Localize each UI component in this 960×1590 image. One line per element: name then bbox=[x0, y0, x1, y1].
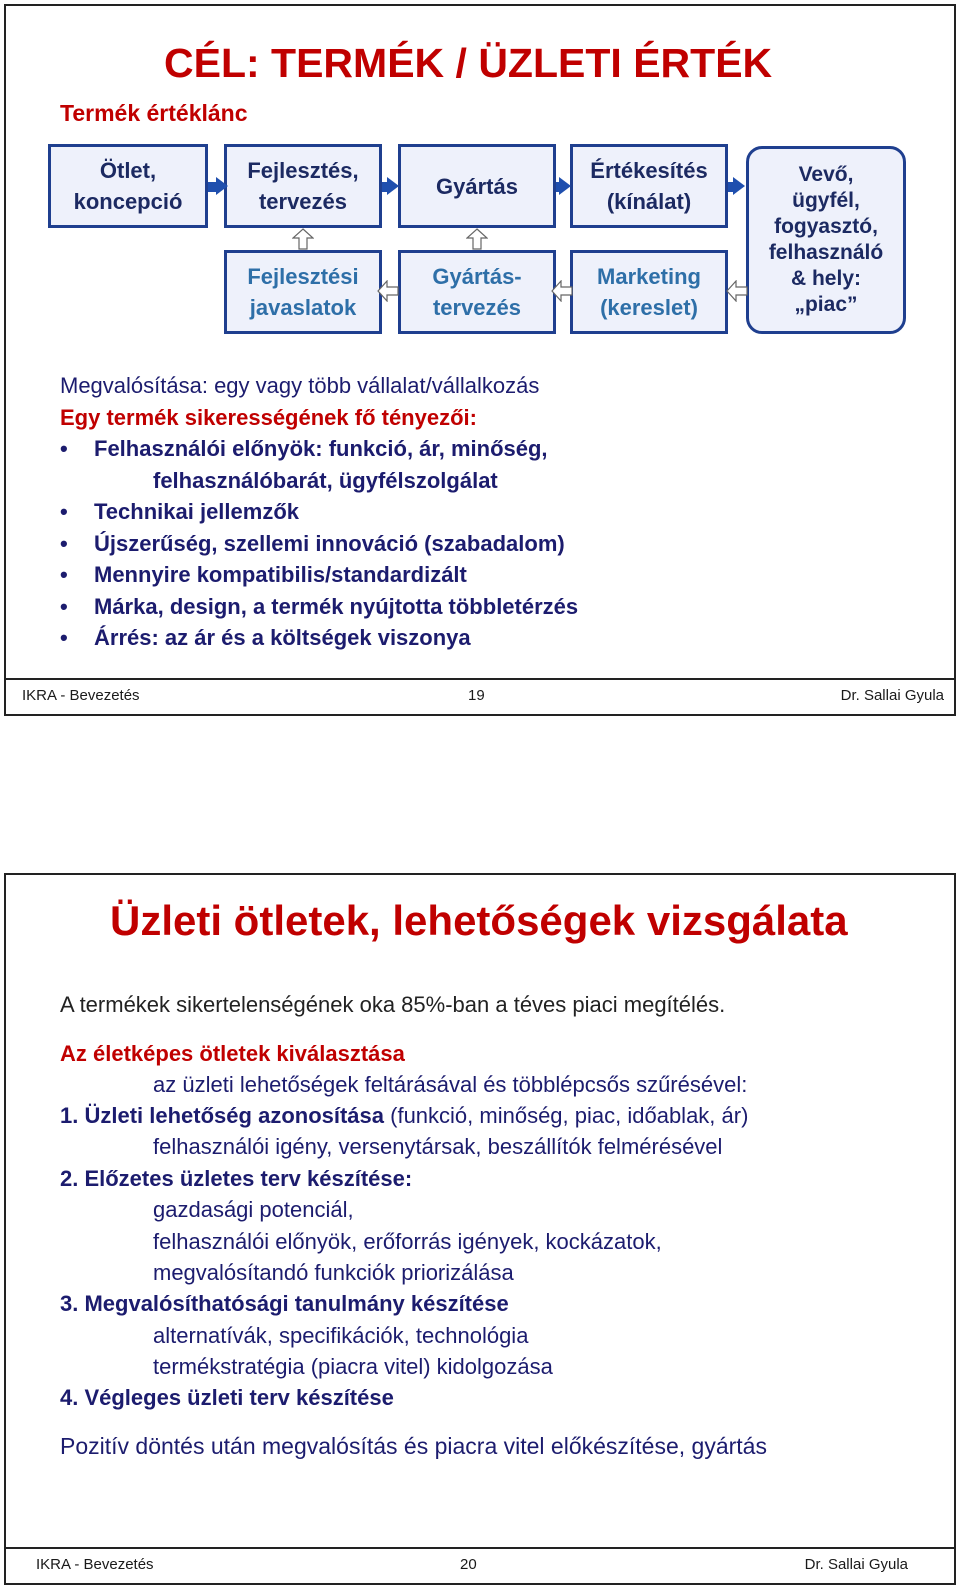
slide-title: CÉL: TERMÉK / ÜZLETI ÉRTÉK bbox=[164, 40, 773, 86]
slide-19 bbox=[4, 4, 956, 716]
step-3-sub: alternatívák, specifikációk, technológia bbox=[153, 1323, 529, 1348]
final-line: Pozitív döntés után megvalósítás és piacra vitel előkészítése, gyártás bbox=[60, 1433, 767, 1459]
right-arrow-icon bbox=[387, 177, 399, 195]
right-arrow-icon bbox=[733, 177, 745, 195]
step-2-sub: gazdasági potenciál, bbox=[153, 1197, 354, 1222]
bullet-item: • Márka, design, a termék nyújtotta többletérzés bbox=[94, 591, 578, 622]
box-marketing: Marketing (kereslet) bbox=[570, 250, 728, 334]
subtitle: Termék értéklánc bbox=[60, 100, 248, 126]
bullet-continuation: felhasználóbarát, ügyfélszolgálat bbox=[153, 468, 498, 493]
step-1-number: 1. bbox=[60, 1103, 79, 1128]
right-arrow-icon bbox=[559, 177, 571, 195]
left-arrow-icon bbox=[726, 280, 748, 302]
bullet-item: • Mennyire kompatibilis/standardizált bbox=[94, 559, 467, 590]
box-fejlesztesi-javaslatok: Fejlesztési javaslatok bbox=[224, 250, 382, 334]
box-fejlesztes: Fejlesztés, tervezés bbox=[224, 144, 382, 228]
slide-20 bbox=[4, 873, 956, 1585]
selection-sub: az üzleti lehetőségek feltárásával és többlépcsős szűrésével: bbox=[153, 1072, 748, 1097]
up-arrow-icon bbox=[292, 228, 314, 250]
step-1-sub: felhasználói igény, versenytársak, beszállítók felmérésével bbox=[153, 1134, 723, 1159]
selection-heading: Az életképes ötletek kiválasztása bbox=[60, 1041, 405, 1066]
step-2: 2. Előzetes üzletes terv készítése: bbox=[60, 1166, 413, 1191]
box-gyartas: Gyártás bbox=[398, 144, 556, 228]
factors-heading: Egy termék sikerességének fő tényezői: bbox=[60, 405, 477, 430]
up-arrow-icon bbox=[466, 228, 488, 250]
slide-title: Üzleti ötletek, lehetőségek vizsgálata bbox=[110, 897, 848, 944]
slide-footer bbox=[6, 678, 954, 714]
failure-line: A termékek sikertelenségének oka 85%-ban a téves piaci megítélés. bbox=[60, 992, 726, 1017]
footer-author: Dr. Sallai Gyula bbox=[840, 687, 944, 704]
box-gyartastervezes: Gyártás- tervezés bbox=[398, 250, 556, 334]
box-otlet: Ötlet, koncepció bbox=[48, 144, 208, 228]
step-2-sub: megvalósítandó funkciók priorizálása bbox=[153, 1260, 514, 1285]
step-1 bbox=[60, 1100, 748, 1131]
footer-course: IKRA - Bevezetés bbox=[36, 1556, 154, 1573]
page-number: 19 bbox=[468, 687, 485, 704]
step-3-sub: termékstratégia (piacra vitel) kidolgozása bbox=[153, 1354, 553, 1379]
bullet-item: • Árrés: az ár és a költségek viszonya bbox=[94, 622, 471, 653]
page-number: 20 bbox=[460, 1556, 477, 1573]
footer-author: Dr. Sallai Gyula bbox=[804, 1556, 908, 1573]
box-piac: Vevő, ügyfél, fogyasztó, felhasználó & hely: „piac” bbox=[746, 146, 906, 334]
bullet-item: • Technikai jellemzők bbox=[94, 496, 299, 527]
intro-line: Megvalósítása: egy vagy több vállalat/vállalkozás bbox=[60, 373, 540, 398]
step-1-title: Üzleti lehetőség azonosítása bbox=[84, 1103, 385, 1128]
left-arrow-icon bbox=[377, 280, 399, 302]
step-2-sub: felhasználói előnyök, erőforrás igények, kockázatok, bbox=[153, 1229, 662, 1254]
bullet-item: • Újszerűség, szellemi innováció (szabadalom) bbox=[94, 528, 565, 559]
right-arrow-icon bbox=[216, 177, 228, 195]
step-1-detail: (funkció, minőség, piac, időablak, ár) bbox=[384, 1103, 749, 1128]
left-arrow-icon bbox=[551, 280, 573, 302]
bullet-item: • Felhasználói előnyök: funkció, ár, minőség, bbox=[94, 433, 548, 464]
step-4: 4. Végleges üzleti terv készítése bbox=[60, 1385, 394, 1410]
footer-course: IKRA - Bevezetés bbox=[22, 687, 140, 704]
step-3: 3. Megvalósíthatósági tanulmány készítése bbox=[60, 1291, 509, 1316]
slide-footer bbox=[6, 1547, 954, 1583]
box-ertekesites: Értékesítés (kínálat) bbox=[570, 144, 728, 228]
